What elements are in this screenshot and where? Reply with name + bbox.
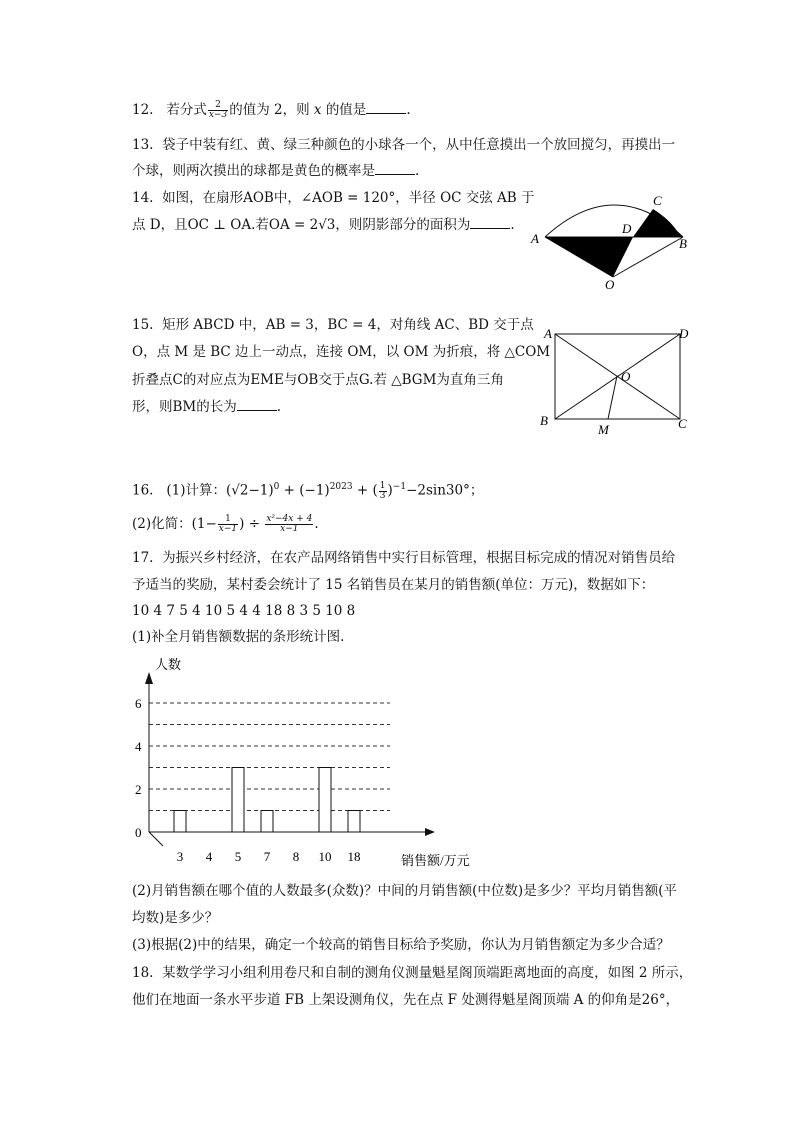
bar [319, 768, 331, 833]
shaded-region-right [633, 209, 683, 237]
question-14-line2: 点 D，且OC ⊥ OA.若OA = 2√3，则阴影部分的面积为 . [132, 217, 515, 233]
question-14-line1: 14. 如图，在扇形AOB中，∠AOB = 120°，半径 OC 交弦 AB 于 [132, 190, 535, 206]
answer-blank [366, 101, 406, 114]
label-o: O [605, 277, 615, 290]
question-15-line1: 15. 矩形 ABCD 中，AB = 3，BC = 4，对角线 AC、BD 交于点 [132, 317, 534, 333]
question-13-line2: 个球，则两次摸出的球都是黄色的概率是 . [132, 163, 420, 179]
question-17-part3: (3)根据(2)中的结果，确定一个较高的销售目标给予奖励，你认为月销售额定为多少合适？ [132, 937, 670, 953]
bar [174, 811, 186, 833]
axis-break [149, 832, 163, 846]
y-tick-label: 4 [135, 739, 142, 754]
question-12: 12. 若分式 $\frac{2}{x-3}$ 的值为 2，则 x 的值是 . [132, 100, 411, 120]
label-b: B [540, 413, 548, 428]
question-17-line2: 予适当的奖励，某村委会统计了 15 名销售员在某月的销售额(单位：万元)，数据如下： [132, 577, 655, 593]
label-a: A [531, 231, 539, 246]
x-tick-label: 18 [347, 849, 361, 864]
sector-figure [525, 185, 705, 290]
bar [261, 811, 273, 833]
y-tick-label: 0 [135, 825, 142, 840]
label-b: B [679, 236, 687, 251]
question-18-line2: 他们在地面一条水平步道 FB 上架设测角仪，先在点 F 处测得魁星阁顶端 A 的仰角是26°， [132, 992, 680, 1008]
question-16-part1: 16. (1)计算：$(√2-1)^0 + (-1)^{2023}$ + ( $\frac{1}{3}$ )$^{-1}$−2sin30°； [132, 480, 484, 501]
fraction: $\frac{2}{x-3}$ [208, 100, 228, 120]
fraction: $\frac{1}{3}$ [379, 480, 386, 501]
x-tick-label: 10 [318, 849, 332, 864]
label-o: O [621, 369, 631, 384]
y-axis-label: 人数 [155, 657, 182, 672]
y-axis-arrow [145, 672, 153, 684]
label-d: D [622, 221, 632, 236]
question-17-part1: (1)补全月销售额数据的条形统计图. [132, 629, 345, 645]
question-15-line3: 折叠点C的对应点为EME与OB交于点G.若 △BGM为直角三角 [132, 372, 504, 388]
answer-blank [237, 398, 277, 411]
bar [232, 768, 244, 833]
question-15-line4: 形，则BM的长为 . [132, 399, 282, 415]
rectangle-figure [535, 322, 700, 437]
question-18-line1: 18. 某数学学习小组利用卷尺和自制的测角仪测量魁星阁顶端距离地面的高度，如图 2 所示， [132, 965, 693, 981]
x-axis-label: 销售额/万元 [401, 853, 470, 868]
question-17-line1: 17. 为振兴乡村经济，在农产品网络销售中实行目标管理，根据目标完成的情况对销售员给 [132, 550, 676, 566]
fraction: $\frac{\text{x²−4x + 4}}{x-1}$ [266, 514, 313, 534]
x-axis-arrow [425, 828, 435, 836]
y-tick-label: 2 [135, 782, 142, 797]
label-c: C [653, 193, 662, 208]
question-13-line1: 13. 袋子中装有红、黄、绿三种颜色的小球各一个，从中任意摸出一个放回搅匀，再摸出一 [132, 137, 676, 153]
label-c: C [678, 416, 687, 431]
x-tick-label: 3 [176, 849, 184, 864]
question-16-part2: (2)化简：(1− $\frac{1}{x-1}$ ) ÷ $\frac{\text{x²−4x + 4}}{x-1}$ . [132, 514, 319, 534]
answer-blank [375, 162, 415, 175]
question-17-data: 10 4 7 5 4 10 5 4 4 18 8 3 5 10 8 [132, 603, 356, 619]
shaded-region-left [545, 237, 633, 277]
x-tick-label: 7 [263, 849, 271, 864]
bar-chart [125, 652, 490, 870]
label-a: A [544, 326, 552, 341]
x-tick-label: 8 [292, 849, 300, 864]
label-m: M [598, 422, 609, 437]
y-tick-label: 6 [135, 696, 142, 711]
question-15-line2: O，点 M 是 BC 边上一动点，连接 OM，以 OM 为折痕，将 △COM [132, 344, 551, 360]
question-17-part2-line2: 均数)是多少？ [132, 910, 219, 926]
label-d: D [679, 326, 689, 341]
x-tick-label: 4 [205, 849, 213, 864]
x-tick-label: 5 [234, 849, 242, 864]
fraction: $\frac{1}{x-1}$ [218, 514, 238, 534]
answer-blank [470, 216, 510, 229]
question-17-part2-line1: (2)月销售额在哪个值的人数最多(众数)？中间的月销售额(中位数)是多少？平均月销售额(平 [132, 883, 677, 899]
bar [348, 811, 360, 833]
